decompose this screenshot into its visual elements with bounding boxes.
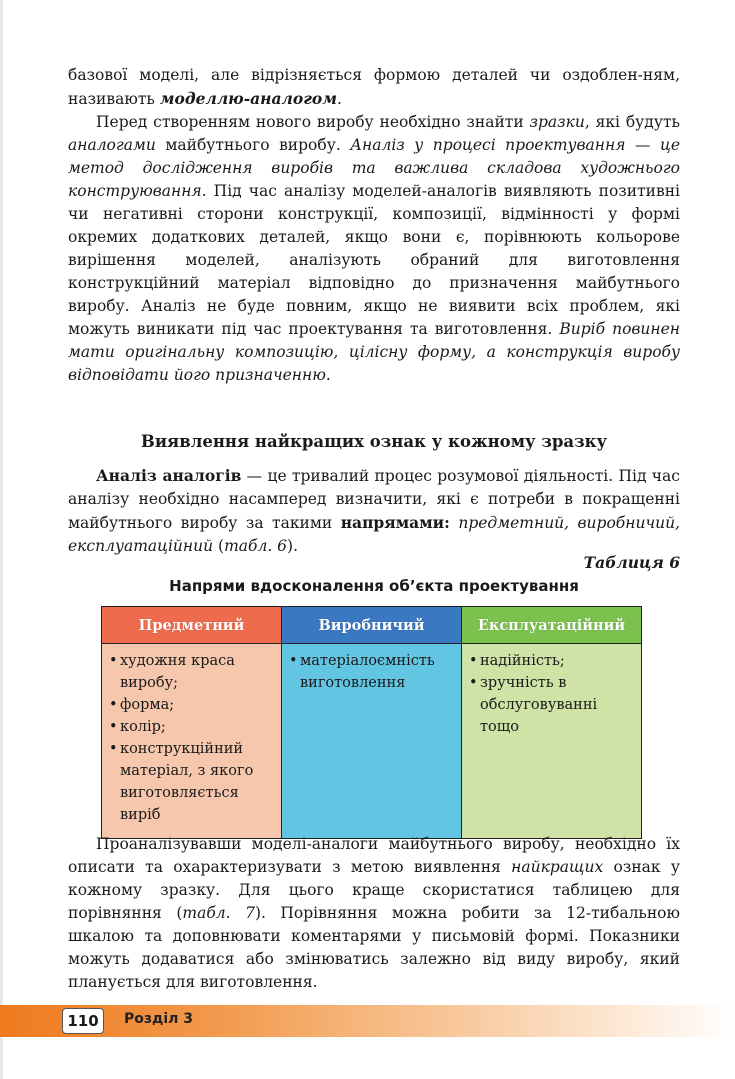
- table-7-reference: табл. 7: [182, 904, 255, 922]
- analysis-text-3: майбутнього виробу.: [155, 136, 351, 154]
- header-production: Виробничий: [282, 607, 462, 644]
- table-header-row: [102, 607, 642, 644]
- intro-period: .: [337, 90, 342, 108]
- comparison-text-1: Проаналізувавши моделі-аналоги майбутнього виробу, необхідно їх описати та охарактеризувати з метою виявлення: [68, 835, 680, 876]
- list-item: • колір;: [108, 716, 275, 738]
- list-item: • художня краса виробу;: [108, 650, 275, 694]
- intro-line-1: базової моделі, але відрізняється формою деталей чи оздоблен-: [68, 66, 643, 84]
- analog-paren-close: ).: [287, 537, 299, 555]
- cell-subject: [102, 644, 282, 839]
- table-6-reference: табл. 6: [224, 537, 288, 555]
- header-subject: Предметний: [102, 607, 282, 644]
- term-analog-analysis: Аналіз аналогів: [96, 466, 242, 485]
- page-number: 110: [62, 1008, 104, 1034]
- section-label: Розділ 3: [124, 1011, 193, 1027]
- analog-text-1: — це тривалий процес розумової діяльності. Під час аналізу необхідно насамперед визначити, які є потреби в покращенні майбутнього виробу за такими: [68, 467, 680, 532]
- directions-table: [101, 606, 642, 839]
- paragraph-intro: [68, 64, 680, 111]
- analysis-conclusion: Виріб повинен мати оригінальну композицію, цілісну форму, а конструкція виробу відповідати його призначенню.: [68, 320, 680, 384]
- paragraph-analysis: [68, 111, 680, 387]
- term-directions: напрямами:: [340, 513, 450, 532]
- analysis-definition: Аналіз у процесі проектування — це метод дослідження виробів та важлива складова художнього конструювання.: [68, 136, 680, 200]
- analysis-text-4: Під час аналізу моделей-аналогів виявляють позитивні чи негативні сторони конструкції, композиції, відмінності у формі окремих додаткових деталей, якщо вони є, порівнюють кольорове вирішення моделей, аналізують обраний для виготовлення конструкційний матеріал відповідно до призначення майбутнього виробу. Аналіз не буде повним, якщо не виявити всіх проблем, які можуть виникати під час проектування та виготовлення.: [68, 182, 680, 338]
- directions-list: предметний, виробничий, експлуатаційний: [68, 514, 680, 555]
- header-operational: Експлуатаційний: [462, 607, 642, 644]
- paragraph-comparison: [68, 833, 680, 994]
- list-item: • конструкційний матеріал, з якого виготовляється виріб: [108, 738, 275, 826]
- footer-bar: [0, 1005, 735, 1037]
- term-model-analog: моделлю-аналогом: [159, 89, 337, 108]
- analysis-text-1: Перед створенням нового виробу необхідно знайти: [96, 113, 530, 131]
- comparison-text-3: ). Порівняння можна робити за 12-тибальною шкалою та доповнювати коментарями у письмовій формі. Показники можуть додаватися або змінюватись залежно від виду виробу, який планується для виготовлення.: [68, 904, 681, 991]
- list-item: • зручність в обслуговуванні тощо: [468, 672, 635, 738]
- list-item: • форма;: [108, 694, 275, 716]
- term-best: найкращих: [511, 858, 604, 876]
- list-item: • надійність;: [468, 650, 635, 672]
- table-body-row: [102, 644, 642, 839]
- analysis-text-2: , які будуть: [584, 113, 680, 131]
- paragraph-analog-analysis: [68, 464, 680, 558]
- comparison-text-2: ознак у кожному зразку. Для цього краще скористатися таблицею для порівняння (: [68, 858, 680, 922]
- section-heading: Виявлення найкращих ознак у кожному зразку: [140, 432, 608, 451]
- term-samples: зразки: [529, 113, 585, 131]
- table-title: Напрями вдосконалення об’єкта проектування: [169, 577, 579, 595]
- list-item: • матеріалоємність виготовлення: [288, 650, 455, 694]
- cell-operational: [462, 644, 642, 839]
- analog-paren-open: (: [213, 537, 225, 555]
- intro-line-2: ням, називають: [68, 66, 680, 108]
- table-caption: Таблиця 6: [583, 553, 680, 572]
- page-edge: [0, 0, 3, 1079]
- term-analogs: аналогами: [68, 136, 156, 154]
- cell-production: [282, 644, 462, 839]
